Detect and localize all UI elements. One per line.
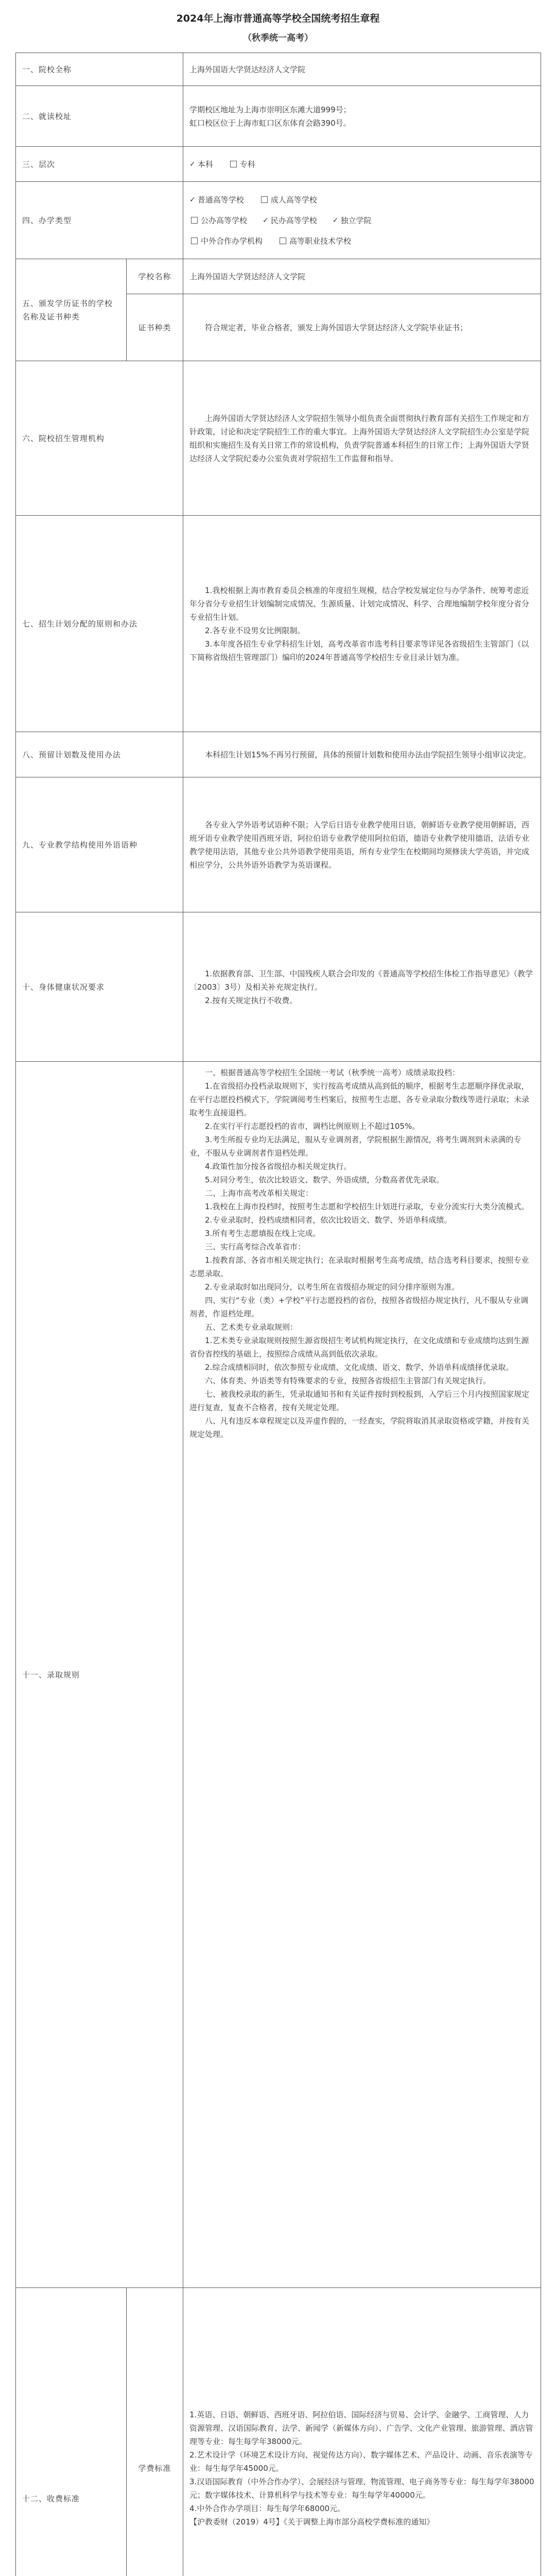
row-value (183, 182, 541, 259)
row-label: 八、预留计划数及使用办法 (16, 732, 183, 777)
charter-table (15, 53, 541, 2576)
page-title: 2024年上海市普通高等学校全国统考招生章程 (176, 13, 380, 24)
checkbox-empty-icon (230, 161, 237, 167)
row-school-type (16, 182, 541, 259)
row-value: 1.英语、日语、朝鲜语、西班牙语、阿拉伯语、国际经济与贸易、会计学、金融学、工商管理、人力资源管理、汉语国际教育、法学、新闻学（新媒体方向）、广告学、文化产业管理、旅游管理、酒店管理等专业：每生每学年38000元。 2.艺术设计学（环境艺术设计方向、视觉传达方向）、数字媒体艺术、产品设计、动画、音乐表演等专业：每生每学年45000元。 3.汉语国际教育（中外合作办学）、会展经济与管理、物流管理、电子商务等专业：每生每学年38000元；数字媒体技术、计算机科学与技术等专业：每生每学年40000元。 4.中外合作办学项目：每生每学年68000元。 【沪教委财（2019）4号】《关于调整上海市部分高校学费标准的通知》 (183, 2288, 541, 2576)
checkbox-empty-icon (280, 238, 286, 244)
row-label: 三、层次 (16, 147, 183, 182)
row-label: 二、就读校址 (16, 86, 183, 147)
row-value: 符合规定者，毕业合格者，颁发上海外国语大学贤达经济人文学院毕业证书； (183, 294, 541, 361)
checkbox-empty-icon (191, 217, 198, 224)
row-label: 四、办学类型 (16, 182, 183, 259)
checkbox-empty-icon (261, 196, 268, 203)
sub-label: 学费标准 (127, 2288, 183, 2576)
row-value (183, 86, 541, 147)
row-teaching-language (16, 777, 541, 912)
check-icon: ✓ (189, 160, 196, 168)
row-label: 十二、收费标准 (16, 2288, 127, 2576)
row-value: 1.我校根据上海市教育委员会核准的年度招生规模，结合学校发展定位与办学条件、统筹考虑近年分省分专业招生计划编制完成情况、生源质量、计划完成情况、科学、合理地编制学校年度分省分专业招生计划。 2.各专业不设男女比例限制。 3.本年度各招生专业学科招生计划，高考改革省市选考科目要求等详见各省级招生主管部门（以下简称省级招生管理部门）编印的2024年普通高等学校招生专业目录计划为准。 (183, 516, 541, 732)
row-value: 本科招生计划15%不再另行预留，具体的预留计划数和使用办法由学院招生领导小组审议决定。 (183, 732, 541, 777)
row-label: 一、院校全称 (16, 53, 183, 86)
checkbox-empty-icon (191, 238, 198, 244)
page-subtitle: （秋季统一高考） (243, 33, 313, 43)
check-icon: ✓ (332, 216, 339, 225)
checkbox-option: ✓ 本科 (189, 158, 213, 171)
row-level (16, 147, 541, 182)
row-campus-address (16, 86, 541, 147)
row-label: 十、身体健康状况要求 (16, 912, 183, 1062)
row-value: 上海外国语大学贤达经济人文学院 (183, 53, 541, 86)
row-value (183, 147, 541, 182)
row-label: 五、颁发学历证书的学校名称及证书种类 (16, 259, 127, 361)
checkbox-option: 公办高等学校 (189, 210, 247, 231)
sub-label: 证书种类 (127, 294, 183, 361)
row-certificate-school (16, 259, 541, 294)
row-plan-allocation (16, 516, 541, 732)
row-value: 上海外国语大学贤达经济人文学院招生领导小组负责全面贯彻执行教育部有关招生工作规定和方针政策，讨论和决定学院招生工作的重大事宜。上海外国语大学贤达经济人文学院招生办公室是学院组织和实施招生及有关日常工作的常设机构，负责学院普通本科招生的日常工作；上海外国语大学贤达经济人文学院纪委办公室负责对学院招生工作监督和指导。 (183, 361, 541, 516)
row-admission-office (16, 361, 541, 516)
row-admission-rules (16, 1062, 541, 2288)
checkbox-option: ✓ 普通高等学校 (189, 190, 244, 210)
row-value: 上海外国语大学贤达经济人文学院 (183, 259, 541, 294)
row-school-name (16, 53, 541, 86)
checkbox-option: ✓ 独立学院 (333, 210, 372, 231)
row-value: 1.依据教育部、卫生部、中国残疾人联合会印发的《普通高等学校招生体检工作指导意见》（教学〔2003〕3号）及相关补充规定执行。 2.按有关规定执行不收费。 (183, 912, 541, 1062)
row-health-requirements (16, 912, 541, 1062)
check-icon: ✓ (189, 195, 196, 204)
row-label: 六、院校招生管理机构 (16, 361, 183, 516)
row-value: 一、根据普通高等学校招生全国统一考试（秋季统一高考）成绩录取投档： 1.在省级招办投档录取规则下，实行按高考成绩从高到低的顺序，根据考生志愿顺序择优录取，在平行志愿投档模式下，学院调阅考生档案后，按照考生志愿、各专业录取分数线等进行录取；未录取考生直接退档。 2.在实行平行志愿投档的省市，调档比例原则上不超过105%。 3.考生所报专业均无法满足，服从专业调剂者，学院根据生源情况，将考生调剂到未录满的专业，不服从专业调剂者作退档处理。 4.政策性加分按各省级招办相关规定执行。 5.对同分考生，依次比较语文、数学、外语成绩，分数高者优先录取。 二、上海市高考改革相关规定： 1.我校在上海市投档时，按照考生志愿和学校招生计划进行录取，专业分流实行大类分流模式。 2.专业录取时，投档成绩相同者，依次比较语文、数学、外语单科成绩。 3.所有考生志愿填报在线上完成。 三、实行高考综合改革省市： 1.按教育部、各省市相关规定执行；在录取时根据考生高考成绩，结合选考科目要求，按照专业志愿录取。 2.专业录取时如出现同分，以考生所在省级招办规定的同分排序原则为准。 四、实行“专业（类）+学校”平行志愿投档的省份，按照各省级招办规定执行，凡不服从专业调剂者，作退档处理。 五、艺术类专业录取规则： 1.艺术类专业录取规则按照生源省级招生考试机构规定执行，在文化成绩和专业成绩均达到生源省份省控线的基础上，按照综合成绩从高到低依次录取。 2.综合成绩相同时，依次参照专业成绩、文化成绩、语文、数学、外语单科成绩择优录取。 六、体育类、外语类等有特殊要求的专业，按照各省级招生主管部门有关规定执行。 七、被我校录取的新生，凭录取通知书和有关证件按时到校报到，入学后三个月内按照国家规定进行复查，复查不合格者，按有关规定处理。 八、凡有违反本章程规定以及弄虚作假的，一经查实，学院将取消其录取资格或学籍，并按有关规定处理。 (183, 1062, 541, 2288)
checkbox-option: ✓ 民办高等学校 (263, 210, 317, 231)
checkbox-option: 专科 (229, 158, 255, 171)
row-tuition (16, 2288, 541, 2576)
checkbox-option: 高等职业技术学校 (278, 231, 351, 251)
sub-label: 学校名称 (127, 259, 183, 294)
row-label: 七、招生计划分配的原则和办法 (16, 516, 183, 732)
row-label: 九、专业教学结构使用外语语种 (16, 777, 183, 912)
address-line: 学期校区地址为上海市崇明区东滩大道999号； (189, 105, 351, 114)
address-line: 虹口校区位于上海市虹口区东体育会路390号。 (189, 118, 351, 128)
row-label: 十一、录取规则 (16, 1062, 183, 2288)
row-value: 各专业入学外语考试语种不限；入学后日语专业教学使用日语，朝鲜语专业教学使用朝鲜语，西班牙语专业教学使用西班牙语，阿拉伯语专业教学使用阿拉伯语，德语专业教学使用德语，法语专业教学使用法语，其他专业公共外语教学使用英语，所有专业学生在校期间均须修读大学英语，并完成相应学分，公共外语外语教学为英语课程。 (183, 777, 541, 912)
checkbox-option: 中外合作办学机构 (189, 231, 263, 251)
check-icon: ✓ (263, 216, 269, 225)
row-reserved-plan (16, 732, 541, 777)
checkbox-option: 成人高等学校 (259, 190, 317, 210)
